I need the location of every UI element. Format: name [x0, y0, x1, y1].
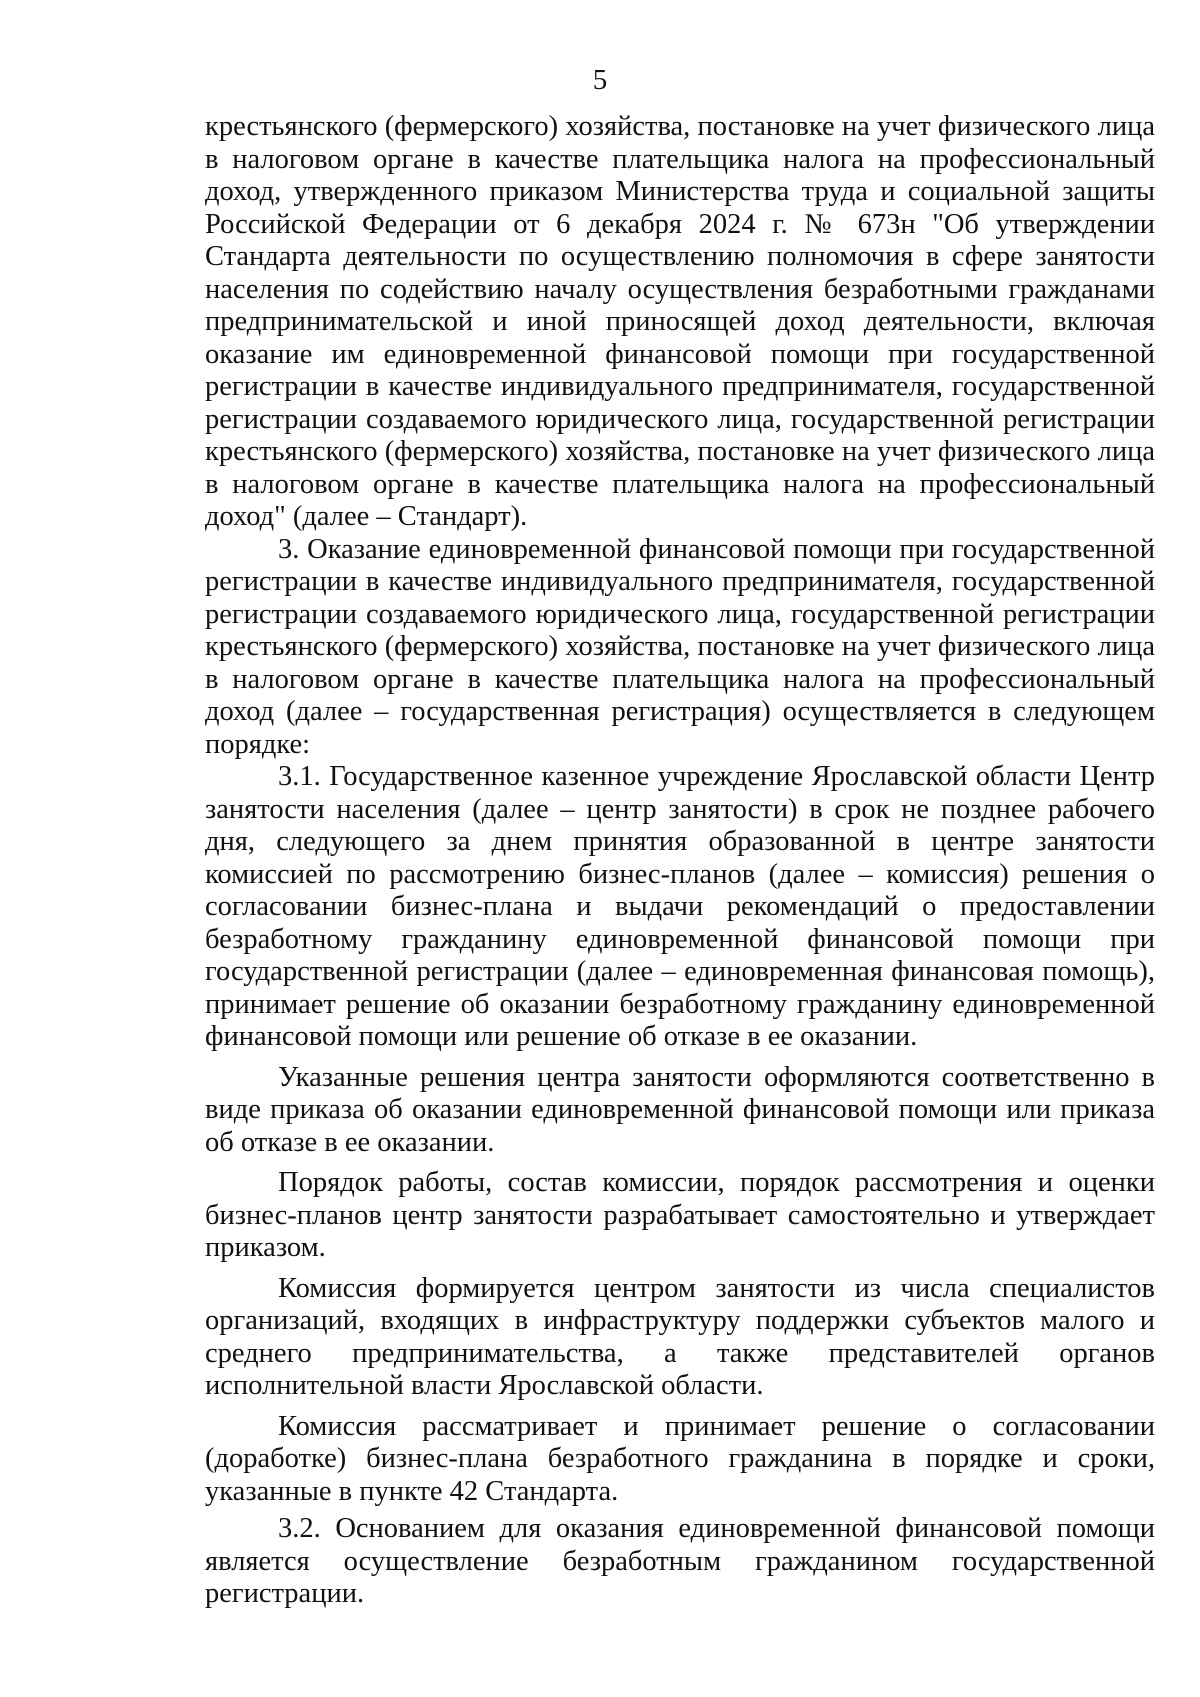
paragraph-item-3: 3. Оказание единовременной финансовой помощи при государственной регистрации в качестве индивидуального предпринимателя, государственной регистрации создаваемого юридического лица, государственной регистрации крестьянского (фермерского) хозяйства, постановке на учет физического лица в налоговом органе в качестве плательщика налога на профессиональный доход (далее – государственная регистрация) осуществляется в следующем порядке:	[205, 533, 1155, 760]
paragraph-continuation: крестьянского (фермерского) хозяйства, постановке на учет физического лица в налоговом органе в качестве плательщика налога на профессиональный доход, утвержденного приказом Министерства труда и социальной защиты Российской Федерации от 6 декабря 2024 г. № 673н "Об утверждении Стандарта деятельности по осуществлению полномочия в сфере занятости населения по содействию началу осуществления безработными гражданами предпринимательской и иной приносящей доход деятельности, включая оказание им единовременной финансовой помощи при государственной регистрации в качестве индивидуального предпринимателя, государственной регистрации создаваемого юридического лица, государственной регистрации крестьянского (фермерского) хозяйства, постановке на учет физического лица в налоговом органе в качестве плательщика налога на профессиональный доход" (далее – Стандарт).	[205, 111, 1155, 532]
document-body	[205, 111, 1155, 1611]
paragraph-item-3-2: 3.2. Основанием для оказания единовременной финансовой помощи является осуществление безработным гражданином государственной регистрации.	[205, 1513, 1155, 1609]
paragraph-commission-procedure: Порядок работы, состав комиссии, порядок рассмотрения и оценки бизнес-планов центр занятости разрабатывает самостоятельно и утверждает приказом.	[205, 1167, 1155, 1263]
paragraph-commission-composition: Комиссия формируется центром занятости из числа специалистов организаций, входящих в инфраструктуру поддержки субъектов малого и среднего предпринимательства, а также представителей органов исполнительной власти Ярославской области.	[205, 1272, 1155, 1401]
page-number: 5	[592, 64, 608, 96]
paragraph-commission-review: Комиссия рассматривает и принимает решение о согласовании (доработке) бизнес-плана безработного гражданина в порядке и сроки, указанные в пункте 42 Стандарта.	[205, 1410, 1155, 1507]
paragraph-decisions: Указанные решения центра занятости оформляются соответственно в виде приказа об оказании единовременной финансовой помощи или приказа об отказе в ее оказании.	[205, 1061, 1155, 1158]
paragraph-item-3-1: 3.1. Государственное казенное учреждение Ярославской области Центр занятости населения (далее – центр занятости) в срок не позднее рабочего дня, следующего за днем принятия образованной в центре занятости комиссией по рассмотрению бизнес-планов (далее – комиссия) решения о согласовании бизнес-плана и выдачи рекомендаций о предоставлении безработному гражданину единовременной финансовой помощи при государственной регистрации (далее – единовременная финансовая помощь), принимает решение об оказании безработному гражданину единовременной финансовой помощи или решение об отказе в ее оказании.	[205, 761, 1155, 1052]
